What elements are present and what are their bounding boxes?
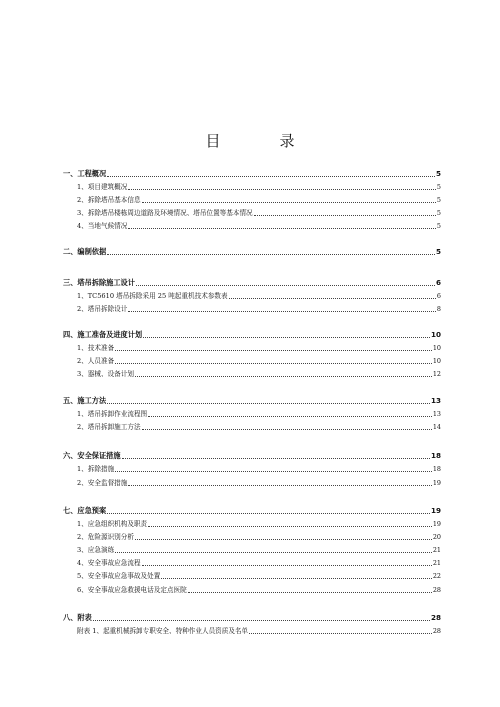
toc-item-label: 2、危险源识别分析 xyxy=(77,533,134,541)
dot-leader xyxy=(142,429,432,430)
dot-leader xyxy=(148,526,432,527)
toc-section-5[interactable] xyxy=(63,395,441,406)
toc-section-4[interactable] xyxy=(63,329,441,340)
toc-page-number: 22 xyxy=(432,572,441,580)
toc-page-number: 5 xyxy=(435,247,441,256)
toc-item[interactable] xyxy=(77,421,441,432)
toc-page-number: 19 xyxy=(432,520,441,528)
dot-leader xyxy=(128,311,436,312)
dot-leader xyxy=(148,416,432,417)
toc-item[interactable] xyxy=(77,625,441,636)
toc-item-label: 1、塔吊拆卸作业流程图 xyxy=(77,410,148,418)
toc-page-number: 10 xyxy=(432,357,441,365)
toc-item[interactable] xyxy=(77,557,441,568)
toc-page-number: 5 xyxy=(436,222,441,230)
dot-leader xyxy=(143,337,430,338)
dot-leader xyxy=(128,189,436,190)
toc-page-number: 18 xyxy=(432,465,441,473)
toc-item-label: 3、拆除塔吊楼栋周边道路及环境情况、塔吊位置等基本情况 xyxy=(77,209,253,217)
toc-section-label: 七、应急预案 xyxy=(63,506,107,515)
dot-leader xyxy=(128,485,432,486)
dot-leader xyxy=(122,458,430,459)
toc-item[interactable] xyxy=(77,544,441,555)
toc-item[interactable] xyxy=(77,220,441,231)
toc-item[interactable] xyxy=(77,408,441,419)
toc-section-8[interactable] xyxy=(63,612,441,623)
toc-item[interactable] xyxy=(77,181,441,192)
toc-section-label: 三、塔吊拆除施工设计 xyxy=(63,278,135,287)
toc-page-number: 10 xyxy=(432,344,441,352)
toc-page-number: 20 xyxy=(432,533,441,541)
toc-item-label: 1、应急组织机构及职责 xyxy=(77,520,148,528)
toc-section-3[interactable] xyxy=(63,277,441,288)
toc-section-label: 五、施工方法 xyxy=(63,396,107,405)
toc-item[interactable] xyxy=(77,531,441,542)
dot-leader xyxy=(161,578,432,579)
dot-leader xyxy=(107,254,435,255)
toc-page-number: 8 xyxy=(436,305,441,313)
toc-page-number: 6 xyxy=(435,278,441,287)
toc-page-number: 5 xyxy=(436,209,441,217)
dot-leader xyxy=(115,552,432,553)
toc-item[interactable] xyxy=(77,518,441,529)
dot-leader xyxy=(136,285,435,286)
toc-item-label: 1、TC5610 塔吊拆除采用 25 吨起重机技术参数表 xyxy=(77,292,228,300)
toc-item[interactable] xyxy=(77,303,441,314)
toc-page-number: 12 xyxy=(432,370,441,378)
toc-section-1[interactable] xyxy=(63,168,441,179)
dot-leader xyxy=(115,471,432,472)
toc-item-label: 2、安全监督措施 xyxy=(77,479,128,487)
toc-page-number: 28 xyxy=(432,586,441,594)
toc-item-label: 2、塔吊拆卸施工方法 xyxy=(77,423,141,431)
dot-leader xyxy=(93,620,430,621)
toc-page-number: 13 xyxy=(430,396,441,405)
toc-item[interactable] xyxy=(77,355,441,366)
toc-section-label: 四、施工准备及进度计划 xyxy=(63,330,143,339)
toc-page-number: 5 xyxy=(435,169,441,178)
toc-item[interactable] xyxy=(77,342,441,353)
toc-page-number: 21 xyxy=(432,546,441,554)
dot-leader xyxy=(254,215,436,216)
dot-leader xyxy=(115,350,432,351)
toc-page-number: 19 xyxy=(430,506,441,515)
toc-item[interactable] xyxy=(77,463,441,474)
dot-leader xyxy=(135,539,432,540)
toc-section-label: 八、附表 xyxy=(63,613,92,622)
toc-page-number: 28 xyxy=(430,613,441,622)
dot-leader xyxy=(188,592,432,593)
toc-page-number: 21 xyxy=(432,559,441,567)
toc-section-label: 六、安全保证措施 xyxy=(63,451,121,460)
toc-item-label: 4、安全事故应急流程 xyxy=(77,559,141,567)
toc-item-label: 1、项目建筑概况 xyxy=(77,183,128,191)
toc-page-number: 18 xyxy=(430,451,441,460)
dot-leader xyxy=(135,376,432,377)
toc-item-label: 1、拆除措施 xyxy=(77,465,115,473)
dot-leader xyxy=(107,176,435,177)
toc-page-number: 5 xyxy=(436,183,441,191)
toc-section-6[interactable] xyxy=(63,450,441,461)
dot-leader xyxy=(249,633,432,634)
toc-item[interactable] xyxy=(77,477,441,488)
dot-leader xyxy=(107,513,430,514)
toc-item[interactable] xyxy=(77,368,441,379)
toc-item[interactable] xyxy=(77,207,441,218)
toc-page-number: 5 xyxy=(436,196,441,204)
toc-item-label: 5、安全事故应急事故及处置 xyxy=(77,572,161,580)
dot-leader xyxy=(142,202,436,203)
toc-page-number: 28 xyxy=(432,627,441,635)
toc-page-number: 13 xyxy=(432,410,441,418)
toc-item-label: 2、人员准备 xyxy=(77,357,115,365)
page-title: 目 录 xyxy=(205,132,317,150)
toc-item-label: 6、安全事故应急救援电话及定点医院 xyxy=(77,586,187,594)
toc-section-label: 二、编制依据 xyxy=(63,247,107,256)
toc-item-label: 3、应急演练 xyxy=(77,546,115,554)
dot-leader xyxy=(229,298,436,299)
dot-leader xyxy=(115,363,432,364)
toc-item-label: 2、拆除塔吊基本信息 xyxy=(77,196,141,204)
dot-leader xyxy=(107,403,430,404)
toc-section-label: 一、工程概况 xyxy=(63,169,107,178)
toc-section-7[interactable] xyxy=(63,505,441,516)
dot-leader xyxy=(142,565,432,566)
toc-item-label: 2、塔吊拆除设计 xyxy=(77,305,128,313)
toc-item[interactable] xyxy=(77,584,441,595)
toc-page-number: 10 xyxy=(430,330,441,339)
toc-page-number: 14 xyxy=(432,423,441,431)
toc-item[interactable] xyxy=(77,290,441,301)
toc-item[interactable] xyxy=(77,570,441,581)
toc-item-label: 1、技术准备 xyxy=(77,344,115,352)
toc-section-2[interactable] xyxy=(63,246,441,257)
toc-item-label: 附表 1、起重机械拆卸专职安全、特种作业人员资质及名单 xyxy=(77,627,249,635)
toc-item-label: 4、当地气候情况 xyxy=(77,222,128,230)
toc-page-number: 6 xyxy=(436,292,441,300)
dot-leader xyxy=(128,228,436,229)
toc-item-label: 3、器械、设备计划 xyxy=(77,370,134,378)
toc-item[interactable] xyxy=(77,194,441,205)
toc-page-number: 19 xyxy=(432,479,441,487)
